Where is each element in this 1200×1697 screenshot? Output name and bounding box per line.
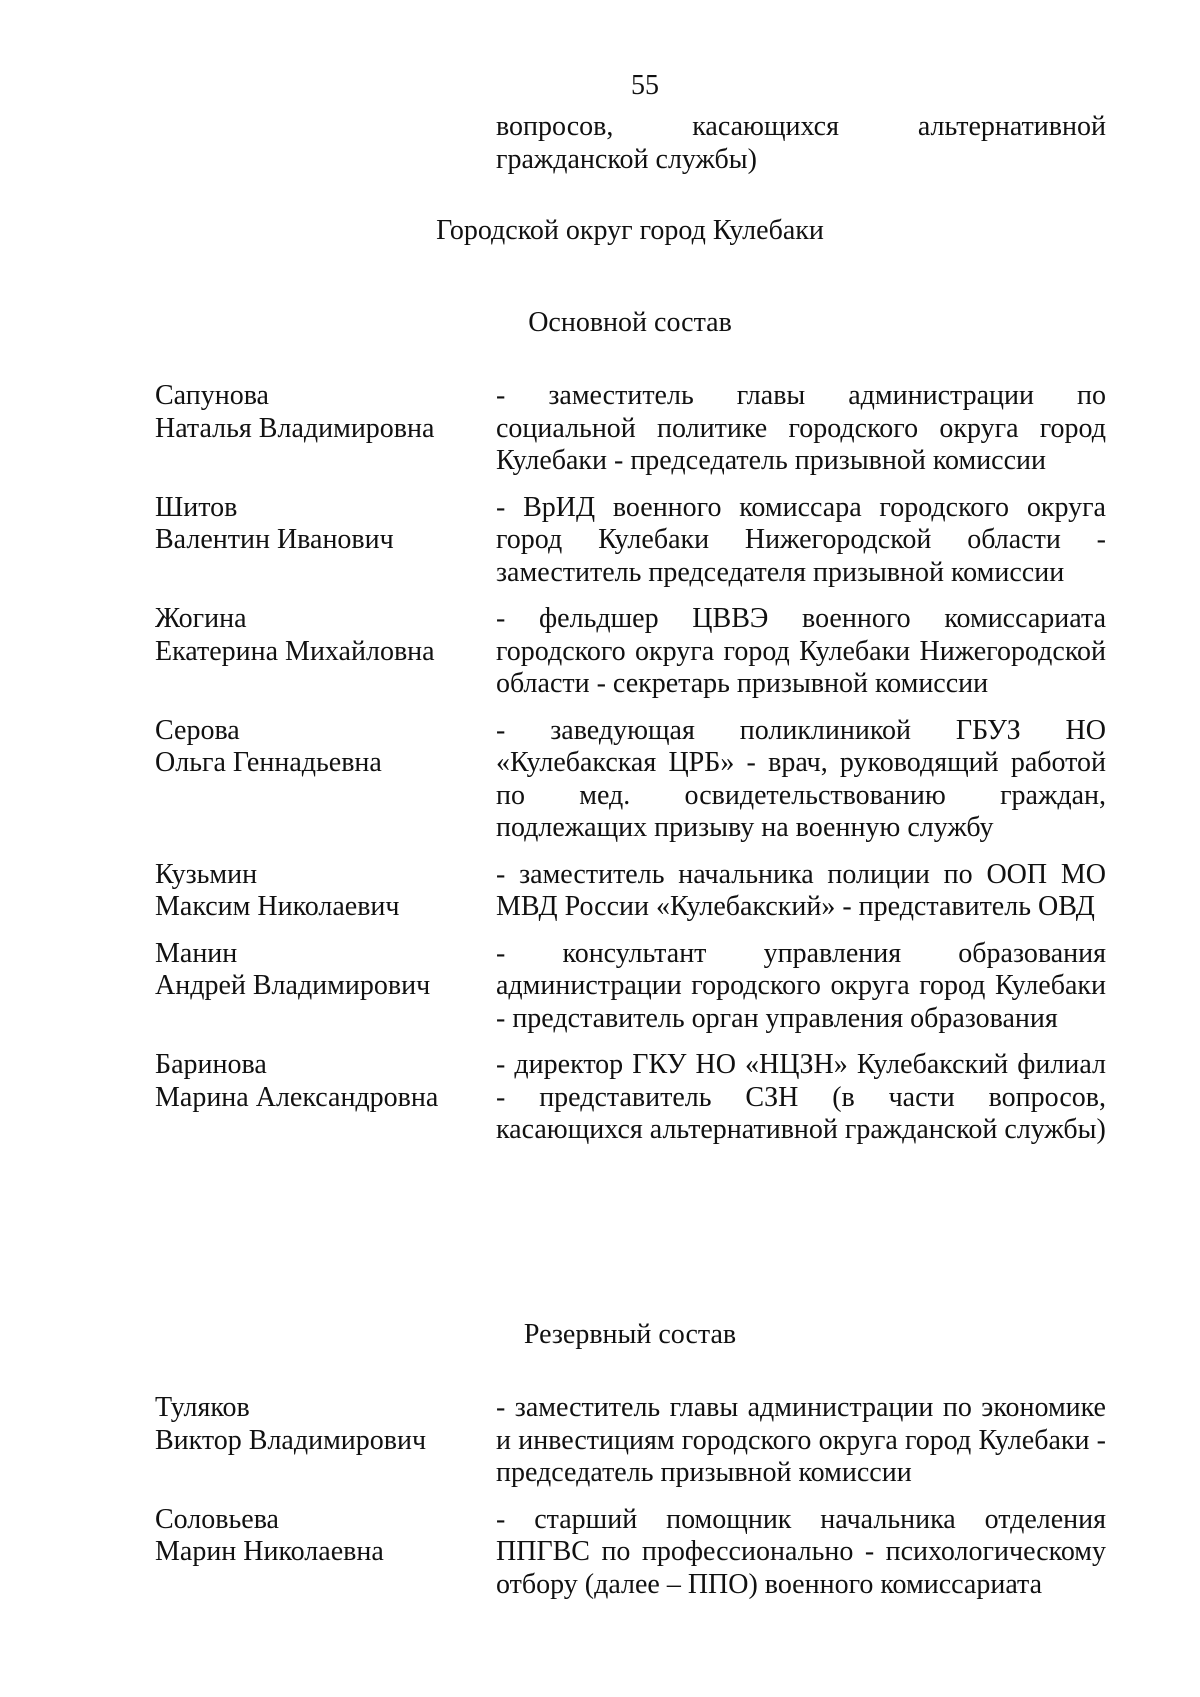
member-name [155,938,496,1036]
member-role: - ВрИД военного комиссара городского округа город Кулебаки Нижегородской области - заместитель председателя призывной комиссии [496,491,1106,588]
member-name [155,715,496,845]
member-surname: Соловьева [155,1503,279,1535]
member-role: - заместитель главы администрации по социальной политике городского округа город Кулебаки - председатель призывной комиссии [496,380,1106,476]
carryover-line [496,110,1106,143]
member-surname: Жогина [155,603,247,634]
member-name [155,859,496,924]
member-role: - старший помощник начальника отделения ППГВС по профессионально - психологическому отбору (далее – ППО) военного комиссариата [496,1503,1106,1600]
member-given-names: Наталья Владимировна [155,412,435,444]
main-members-list [155,380,1106,1161]
member-role: - заведующая поликлиникой ГБУЗ НО «Кулебакская ЦРБ» - врач, руководящий работой по мед. освидетельствованию граждан, подлежащих призыву на военную службу [496,714,1106,843]
member-entry [155,492,1106,590]
member-given-names: Марина Александровна [155,1081,439,1113]
member-role: - консультант управления образования администрации городского округа город Кулебаки - представитель орган управления образования [496,937,1106,1034]
member-surname: Кузьмин [155,858,258,890]
member-name [155,1392,496,1490]
member-given-names: Максим Николаевич [155,891,400,922]
carryover-line: гражданской службы) [496,144,757,175]
page-number: 55 [631,70,659,101]
member-surname: Манин [155,937,238,969]
district-title: Городской округ город Кулебаки [436,215,824,246]
member-surname: Серова [155,714,240,746]
member-role: - фельдшер ЦВВЭ военного комиссариата городского округа город Кулебаки Нижегородской области - секретарь призывной комиссии [496,603,1106,699]
member-given-names: Марин Николаевна [155,1536,384,1567]
member-entry [155,715,1106,845]
member-given-names: Ольга Геннадьевна [155,747,382,778]
member-entry [155,1504,1106,1602]
member-given-names: Валентин Иванович [155,524,394,555]
member-name [155,603,496,701]
member-name [155,1504,496,1602]
member-entry [155,938,1106,1036]
carryover-word: альтернативной [917,111,1106,142]
carryover-word: касающихся [692,111,839,142]
member-given-names: Екатерина Михайловна [155,635,435,667]
carryover-text [496,110,1106,176]
member-given-names: Виктор Владимирович [155,1424,427,1456]
member-surname: Баринова [155,1049,267,1080]
reserve-members-list [155,1392,1106,1615]
member-surname: Шитов [155,491,238,523]
member-surname: Сапунова [155,380,269,411]
member-role: - заместитель начальника полиции по ООП МО МВД России «Кулебакский» - представитель ОВД [496,858,1106,922]
member-role: - заместитель главы администрации по экономике и инвестициям городского округа город Кулебаки - председатель призывной комиссии [496,1392,1106,1488]
member-entry [155,603,1106,701]
member-entry [155,1392,1106,1490]
member-role: - директор ГКУ НО «НЦЗН» Кулебакский филиал - представитель СЗН (в части вопросов, касающихся альтернативной гражданской службы) [496,1049,1106,1145]
member-name [155,492,496,590]
member-entry [155,859,1106,924]
carryover-word: вопросов, [496,111,614,142]
main-section-title: Основной состав [528,307,732,338]
member-name [155,380,496,478]
member-surname: Туляков [155,1392,250,1423]
member-entry [155,380,1106,478]
member-given-names: Андрей Владимирович [155,970,431,1001]
member-entry [155,1049,1106,1147]
member-name [155,1049,496,1147]
reserve-section-title: Резервный состав [523,1319,737,1350]
